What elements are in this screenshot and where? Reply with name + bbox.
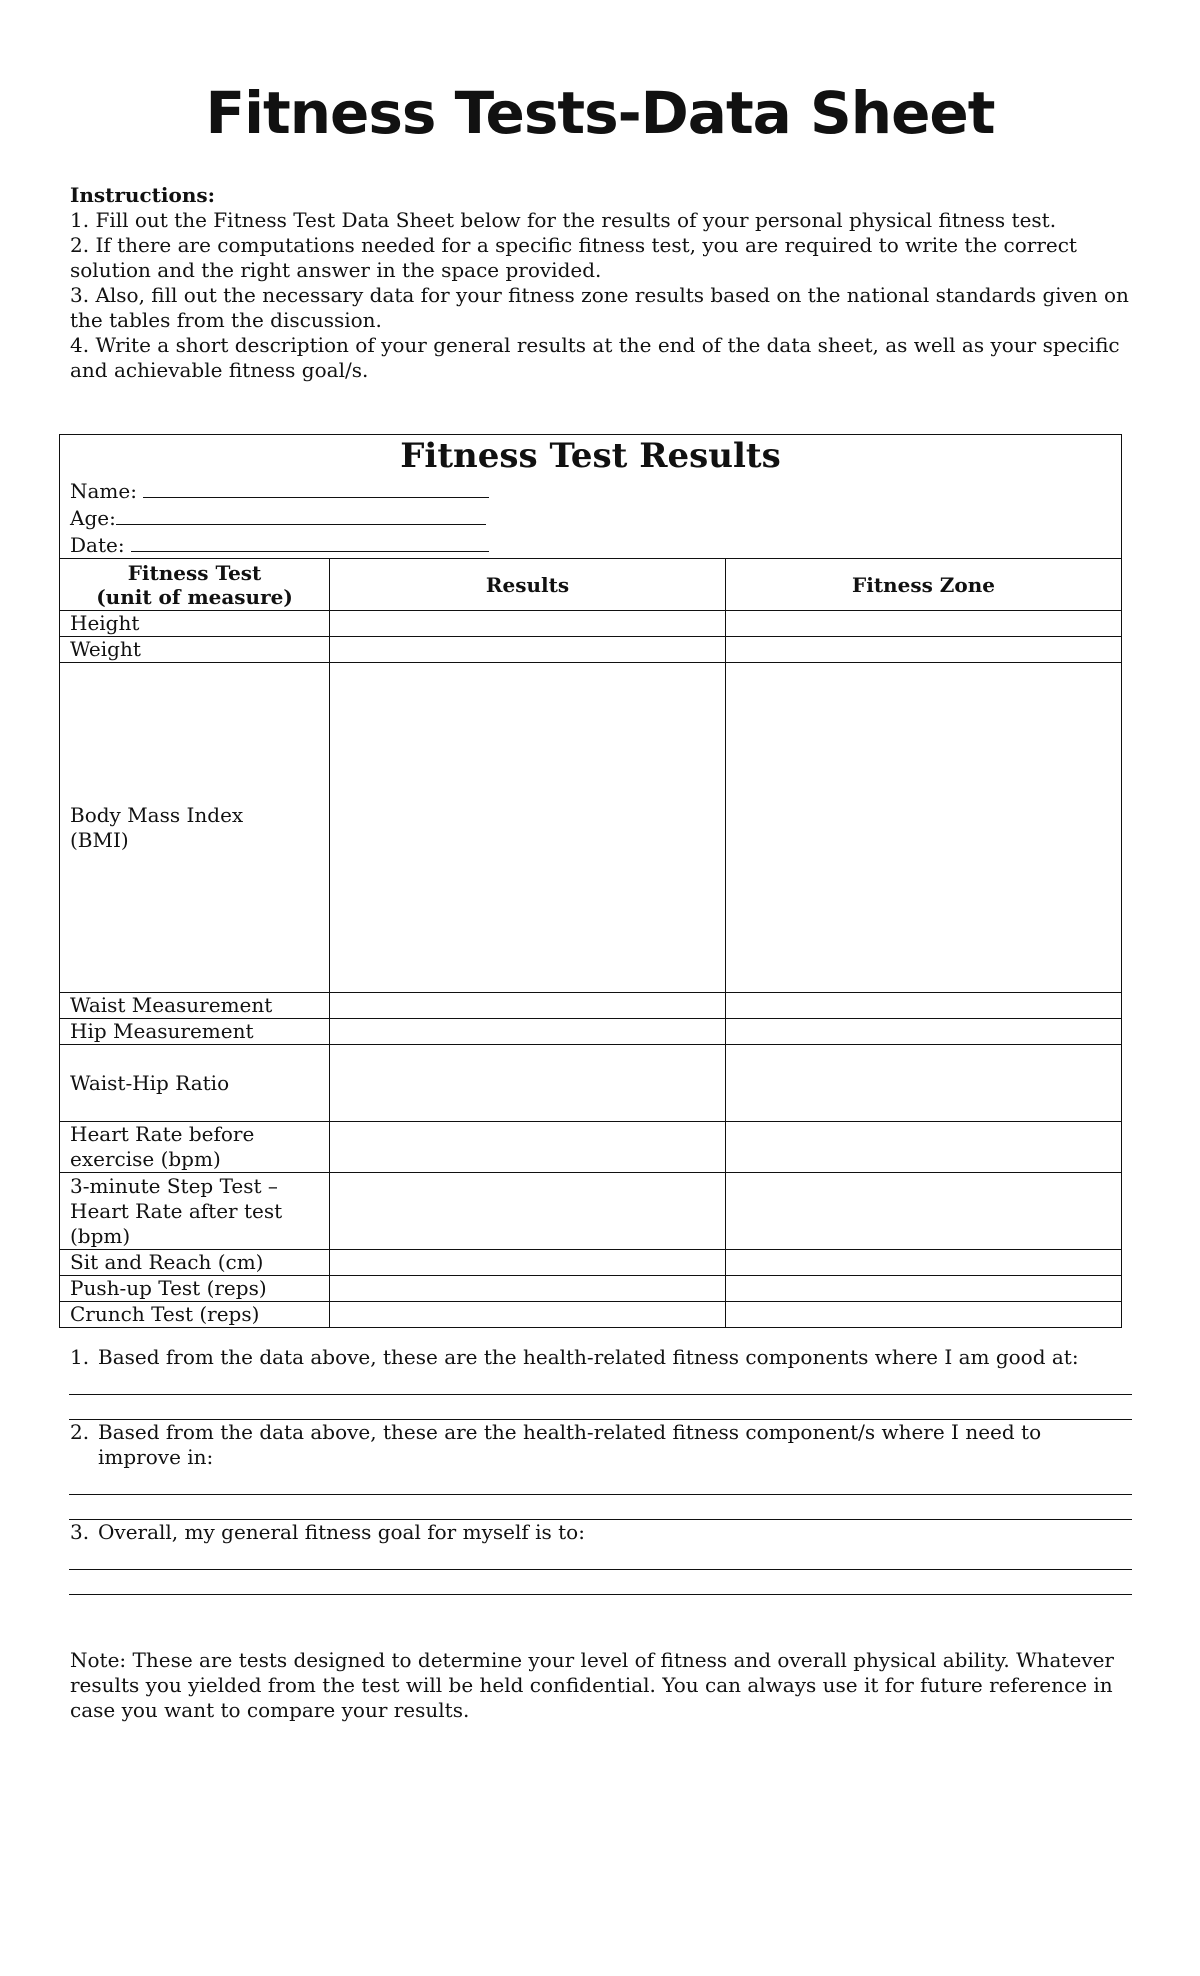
instruction-item: 2. If there are computations needed for a specific fitness test, you are required to write the correct solution and the right answer in the space provided. bbox=[70, 233, 1077, 282]
page-title: Fitness Tests-Data Sheet bbox=[205, 79, 995, 147]
table-caption: Fitness Test Results bbox=[400, 436, 781, 476]
row-label-bmi bbox=[60, 663, 330, 993]
zone-cell[interactable] bbox=[726, 1019, 1122, 1045]
result-cell[interactable] bbox=[330, 637, 726, 663]
question-3 bbox=[70, 1520, 1130, 1545]
step-test-line3: (bpm) bbox=[70, 1223, 131, 1248]
instruction-item: 1. Fill out the Fitness Test Data Sheet below for the results of your personal physical fitness test. bbox=[70, 208, 1057, 232]
result-cell[interactable] bbox=[330, 1276, 726, 1302]
result-cell[interactable] bbox=[330, 1045, 726, 1122]
row-label-sit-reach: Sit and Reach (cm) bbox=[60, 1250, 330, 1276]
table-row bbox=[60, 1019, 1122, 1045]
question-1-number: 1. bbox=[70, 1345, 90, 1369]
hr-before-line1: Heart Rate before bbox=[70, 1122, 255, 1146]
answer-line[interactable] bbox=[69, 1594, 1132, 1595]
table-row bbox=[60, 1173, 1122, 1250]
row-label-pushup: Push-up Test (reps) bbox=[60, 1276, 330, 1302]
question-1 bbox=[70, 1345, 1130, 1370]
table-row bbox=[60, 637, 1122, 663]
hr-before-line2: exercise (bpm) bbox=[70, 1147, 221, 1171]
bmi-label-line1: Body Mass Index bbox=[70, 802, 244, 827]
answer-line[interactable] bbox=[69, 1494, 1132, 1495]
row-label-hip: Hip Measurement bbox=[60, 1019, 330, 1045]
result-cell[interactable] bbox=[330, 1173, 726, 1250]
step-test-line2: Heart Rate after test bbox=[70, 1198, 283, 1223]
age-label: Age: bbox=[70, 506, 116, 530]
zone-cell[interactable] bbox=[726, 1122, 1122, 1173]
header-fitness-zone: Fitness Zone bbox=[726, 559, 1122, 611]
result-cell[interactable] bbox=[330, 993, 726, 1019]
zone-cell[interactable] bbox=[726, 1045, 1122, 1122]
name-blank[interactable] bbox=[143, 477, 489, 498]
zone-cell[interactable] bbox=[726, 1302, 1122, 1328]
answer-line[interactable] bbox=[69, 1394, 1132, 1395]
table-row bbox=[60, 1045, 1122, 1122]
bmi-label-line2: (BMI) bbox=[70, 827, 129, 852]
instruction-item: 3. Also, fill out the necessary data for your fitness zone results based on the national standards given on the tables from the discussion. bbox=[70, 283, 1129, 332]
table-row bbox=[60, 1122, 1122, 1173]
row-label-waist-hip-ratio: Waist-Hip Ratio bbox=[60, 1045, 330, 1122]
row-label-heart-rate-before bbox=[60, 1122, 330, 1173]
zone-cell[interactable] bbox=[726, 993, 1122, 1019]
row-label-weight: Weight bbox=[60, 637, 330, 663]
zone-cell[interactable] bbox=[726, 611, 1122, 637]
step-test-line1: 3-minute Step Test – bbox=[70, 1173, 278, 1198]
header-fitness-test-line2: (unit of measure) bbox=[96, 584, 293, 609]
result-cell[interactable] bbox=[330, 1302, 726, 1328]
table-row bbox=[60, 663, 1122, 993]
header-fitness-test bbox=[60, 559, 330, 611]
zone-cell[interactable] bbox=[726, 1250, 1122, 1276]
question-3-text: Overall, my general fitness goal for myself is to: bbox=[98, 1520, 585, 1544]
table-row bbox=[60, 1250, 1122, 1276]
date-field[interactable] bbox=[70, 531, 1111, 558]
confidentiality-note: Note: These are tests designed to determine your level of fitness and overall physical ability. Whatever results you yielded from the test will be held confidential. You can always use it for future reference in case you want to compare your results. bbox=[70, 1648, 1114, 1722]
fitness-results-table bbox=[59, 434, 1122, 1328]
zone-cell[interactable] bbox=[726, 1276, 1122, 1302]
result-cell[interactable] bbox=[330, 1122, 726, 1173]
row-label-step-test bbox=[60, 1173, 330, 1250]
zone-cell[interactable] bbox=[726, 1173, 1122, 1250]
result-cell[interactable] bbox=[330, 1250, 726, 1276]
result-cell[interactable] bbox=[330, 1019, 726, 1045]
reflection-questions bbox=[70, 1345, 1130, 1595]
result-cell[interactable] bbox=[330, 611, 726, 637]
age-field[interactable] bbox=[70, 504, 1111, 531]
result-cell[interactable] bbox=[330, 663, 726, 993]
question-1-text: Based from the data above, these are the health-related fitness components where I am good at: bbox=[98, 1345, 1079, 1369]
instructions-heading: Instructions: bbox=[70, 183, 216, 207]
table-row bbox=[60, 611, 1122, 637]
question-2-text: Based from the data above, these are the health-related fitness component/s where I need to improve in: bbox=[98, 1420, 1042, 1469]
age-blank[interactable] bbox=[116, 504, 486, 525]
instruction-item: 4. Write a short description of your general results at the end of the data sheet, as well as your specific and achievable fitness goal/s. bbox=[70, 333, 1120, 382]
answer-line[interactable] bbox=[69, 1569, 1132, 1570]
row-label-height: Height bbox=[60, 611, 330, 637]
row-label-crunch: Crunch Test (reps) bbox=[60, 1302, 330, 1328]
header-results: Results bbox=[330, 559, 726, 611]
date-blank[interactable] bbox=[131, 531, 489, 552]
zone-cell[interactable] bbox=[726, 637, 1122, 663]
table-row bbox=[60, 1302, 1122, 1328]
name-field[interactable] bbox=[70, 477, 1111, 504]
zone-cell[interactable] bbox=[726, 663, 1122, 993]
instructions bbox=[70, 183, 1140, 383]
name-label: Name: bbox=[70, 479, 137, 503]
table-caption-cell bbox=[60, 435, 1122, 559]
question-2 bbox=[70, 1420, 1130, 1470]
table-row bbox=[60, 1276, 1122, 1302]
header-fitness-test-line1: Fitness Test bbox=[127, 560, 262, 585]
table-row bbox=[60, 993, 1122, 1019]
row-label-waist: Waist Measurement bbox=[60, 993, 330, 1019]
question-2-number: 2. bbox=[70, 1420, 90, 1444]
date-label: Date: bbox=[70, 533, 125, 557]
question-3-number: 3. bbox=[70, 1520, 90, 1544]
